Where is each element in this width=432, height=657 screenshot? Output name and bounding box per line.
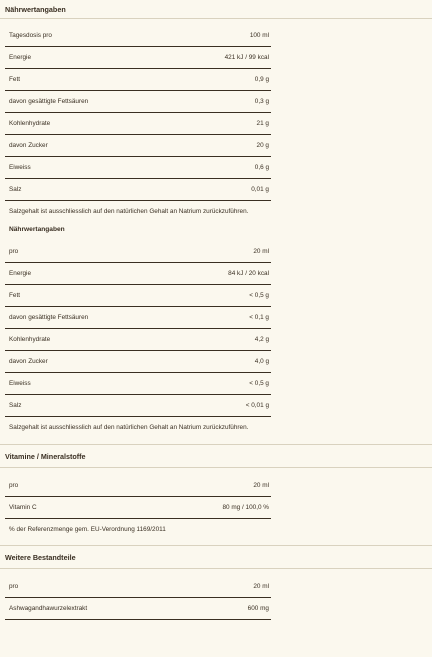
table-row [5, 157, 271, 179]
table-row [5, 475, 271, 497]
table-row [5, 395, 271, 417]
row-value: 4,0 g [254, 358, 269, 365]
row-label: Energie [9, 54, 32, 61]
row-label: Salz [9, 402, 22, 409]
table-row [5, 135, 271, 157]
row-label: Kohlenhydrate [9, 336, 51, 343]
row-label: Fett [9, 292, 21, 299]
table-row [5, 47, 271, 69]
row-value: < 0,1 g [249, 314, 269, 321]
row-value: 600 mg [247, 605, 269, 612]
row-label: pro [9, 583, 19, 590]
reference-note: % der Referenzmenge gem. EU-Verordnung 1169/2011 [9, 525, 166, 533]
table-row [5, 497, 271, 519]
row-value: 84 kJ / 20 kcal [228, 270, 269, 277]
subsection-title: Nährwertangaben [9, 226, 65, 233]
row-value: 21 g [256, 120, 269, 127]
table-row [5, 179, 271, 201]
section-bestandteile [0, 545, 432, 620]
table-row [5, 241, 271, 263]
row-value: 0,01 g [251, 186, 269, 193]
table-row [5, 25, 271, 47]
row-value: 0,6 g [254, 164, 269, 171]
table-row [5, 307, 271, 329]
row-value: 421 kJ / 99 kcal [224, 54, 269, 61]
row-label: Eiweiss [9, 380, 31, 387]
section-vitamine [0, 444, 432, 539]
table-row [5, 576, 271, 598]
row-label: Tagesdosis pro [9, 32, 52, 39]
table-row [5, 373, 271, 395]
row-label: davon gesättigte Fettsäuren [9, 314, 89, 321]
section-title: Weitere Bestandteile [0, 545, 432, 569]
table-row [5, 69, 271, 91]
row-value: 100 ml [249, 32, 269, 39]
row-label: pro [9, 482, 19, 489]
table-row [5, 329, 271, 351]
row-value: < 0,5 g [249, 380, 269, 387]
table-row [5, 113, 271, 135]
row-label: davon Zucker [9, 142, 48, 149]
row-label: Fett [9, 76, 21, 83]
row-value: 20 g [256, 142, 269, 149]
salt-note: Salzgehalt ist ausschliesslich auf den natürlichen Gehalt an Natrium zurückzuführen. [9, 424, 249, 431]
row-label: pro [9, 248, 19, 255]
row-label: Eiweiss [9, 164, 31, 171]
section-title: Vitamine / Mineralstoffe [0, 444, 432, 468]
row-value: 80 mg / 100,0 % [222, 504, 269, 511]
row-label: Energie [9, 270, 32, 277]
table-row [5, 351, 271, 373]
row-value: 4,2 g [254, 336, 269, 343]
row-label: davon gesättigte Fettsäuren [9, 98, 89, 105]
row-value: 0,3 g [254, 98, 269, 105]
table-row [5, 285, 271, 307]
table-row [5, 263, 271, 285]
table-row [5, 91, 271, 113]
ingredient-table [0, 569, 271, 620]
row-label: Kohlenhydrate [9, 120, 51, 127]
row-value: < 0,5 g [249, 292, 269, 299]
nutrition-table-1 [0, 19, 271, 438]
table-row [5, 598, 271, 620]
vitamin-table [0, 468, 271, 539]
row-value: 20 ml [253, 248, 269, 255]
row-label: Salz [9, 186, 22, 193]
row-value: < 0,01 g [245, 402, 269, 409]
row-value: 20 ml [253, 583, 269, 590]
section-title: Nährwertangaben [0, 0, 432, 19]
row-label: Ashwagandhawurzelextrakt [9, 605, 88, 612]
row-label: davon Zucker [9, 358, 48, 365]
salt-note: Salzgehalt ist ausschliesslich auf den natürlichen Gehalt an Natrium zurückzuführen. [9, 208, 249, 215]
row-value: 20 ml [253, 482, 269, 489]
row-label: Vitamin C [9, 504, 37, 511]
row-value: 0,9 g [254, 76, 269, 83]
